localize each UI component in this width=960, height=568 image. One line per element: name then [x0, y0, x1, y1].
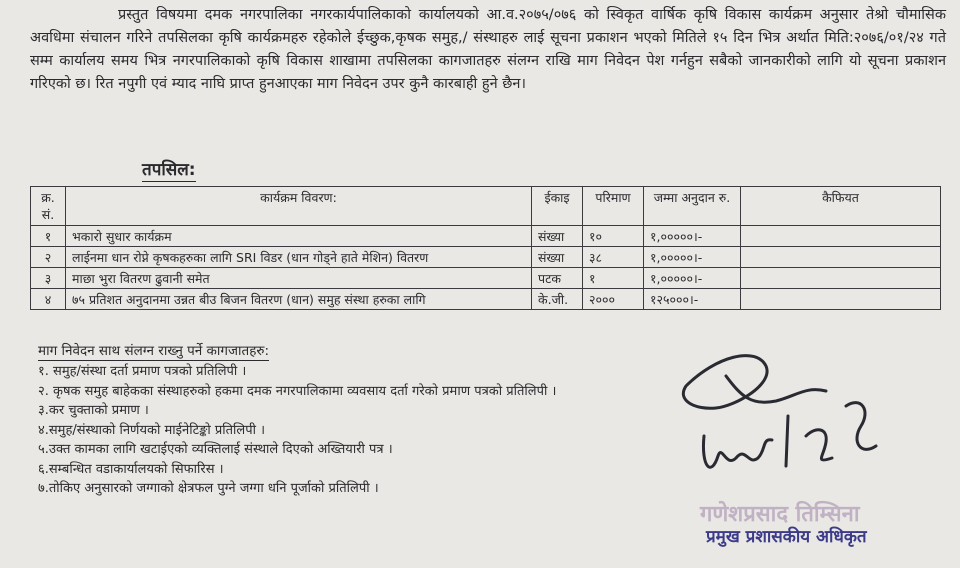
table-header-row: [31, 187, 941, 226]
row-serial: १: [31, 226, 66, 247]
col-description: कार्यक्रम विवरण:: [66, 187, 532, 226]
row-unit: के.जी.: [532, 289, 583, 310]
row-amount: १,०००००।-: [644, 247, 741, 268]
row-amount: १२५०००।-: [644, 289, 741, 310]
list-item: ५.उक्त कामका लागि खटाईएको व्यक्तिलाई संस्थाले दिएको अख्तियारी पत्र ।: [38, 442, 393, 457]
col-serial: क्र. सं.: [31, 187, 66, 226]
list-item: २. कृषक समुह बाहेकका संस्थाहरुको हकमा दमक नगरपालिकामा व्यवसाय दर्ता गरेको प्रमाण पत्रको प्रतिलिपी ।: [38, 383, 557, 399]
handwritten-signature: [656, 346, 906, 506]
table-row: [31, 247, 941, 268]
col-remarks: कैफियत: [741, 187, 941, 226]
list-item: ४.समुह/संस्थाको निर्णयको माईनेटिङ्को प्रतिलिपी ।: [38, 422, 266, 438]
list-item: ६.सम्बन्धित वडाकार्यालयको सिफारिस ।: [38, 461, 224, 477]
notice-paragraph: प्रस्तुत विषयमा दमक नगरपालिका नगरकार्यपालिकाको कार्यालयको आ.व.२०७५/०७६ को स्विकृत वार्षिक कृषि विकास कार्यक्रम अनुसार तेश्रो चौमासिक अवधिमा संचालन गरिने तपसिलका कृषि कार्यक्रमहरु रहेकोले ईच्छुक,कृषक समुह,/ संस्थाहरु लाई सूचना प्रकाशन भएको मितिले १५ दिन भित्र अर्थात मिति:२०७६/०१/२४ गते सम्म कार्यालय समय भित्र नगरपालिकाको कृषि विकास शाखामा तपसिलका कागजातहरु संलग्न राखि माग निवेदन पेश गर्नहुन सबैको जानकारीको लागि यो सूचना प्रकाशन गरिएको छ। रित नपुगी एवं म्याद नाघि प्राप्त हुनआएका माग निवेदन उपर कुनै कारबाही हुने छैन।: [30, 7, 946, 92]
row-amount: १,०००००।-: [644, 268, 741, 289]
row-quantity: १: [583, 268, 644, 289]
row-remarks: [741, 226, 941, 247]
table-heading: तपसिल:: [142, 160, 196, 180]
row-unit: पटक: [532, 268, 583, 289]
list-item: ७.तोकिए अनुसारको जग्गाको क्षेत्रफल पुग्ने जग्गा धनि पूर्जाको प्रतिलिपी ।: [38, 481, 379, 496]
documents-list: [38, 362, 558, 499]
row-description: ७५ प्रतिशत अनुदानमा उन्नत बीउ बिजन वितरण (धान) समुह संस्था हरुका लागि: [66, 289, 532, 310]
row-quantity: २०००: [583, 289, 644, 310]
row-unit: संख्या: [532, 226, 583, 247]
row-remarks: [741, 289, 941, 310]
row-description: भकारो सुधार कार्यक्रम: [66, 226, 532, 247]
row-quantity: ३८: [583, 247, 644, 268]
row-serial: ४: [31, 289, 66, 310]
stamp-officer-title: प्रमुख प्रशासकीय अधिकृत: [706, 527, 867, 547]
stamp-officer-name: गणेशप्रसाद तिम्सिना: [700, 502, 860, 527]
row-description: माछा भुरा वितरण ढुवानी समेत: [66, 268, 532, 289]
list-item: १. समुह/संस्था दर्ता प्रमाण पत्रको प्रतिलिपी ।: [38, 364, 247, 379]
row-quantity: १०: [583, 226, 644, 247]
col-unit: ईकाइ: [532, 187, 583, 226]
table-row: [31, 289, 941, 310]
table-row: [31, 268, 941, 289]
col-quantity: परिमाण: [583, 187, 644, 226]
documents-title: माग निवेदन साथ संलग्न राख्नु पर्ने कागजातहरु:: [38, 343, 270, 359]
row-amount: १,०००००।-: [644, 226, 741, 247]
col-amount: जम्मा अनुदान रु.: [644, 187, 741, 226]
row-description: लाईनमा धान रोप्ने कृषकहरुका लागि SRI विडर (धान गोड्ने हाते मेशिन) वितरण: [66, 247, 532, 268]
list-item: ३.कर चुक्ताको प्रमाण ।: [38, 403, 149, 418]
row-remarks: [741, 268, 941, 289]
row-unit: संख्या: [532, 247, 583, 268]
row-serial: २: [31, 247, 66, 268]
table-row: [31, 226, 941, 247]
program-table: [30, 186, 941, 310]
row-serial: ३: [31, 268, 66, 289]
row-remarks: [741, 247, 941, 268]
